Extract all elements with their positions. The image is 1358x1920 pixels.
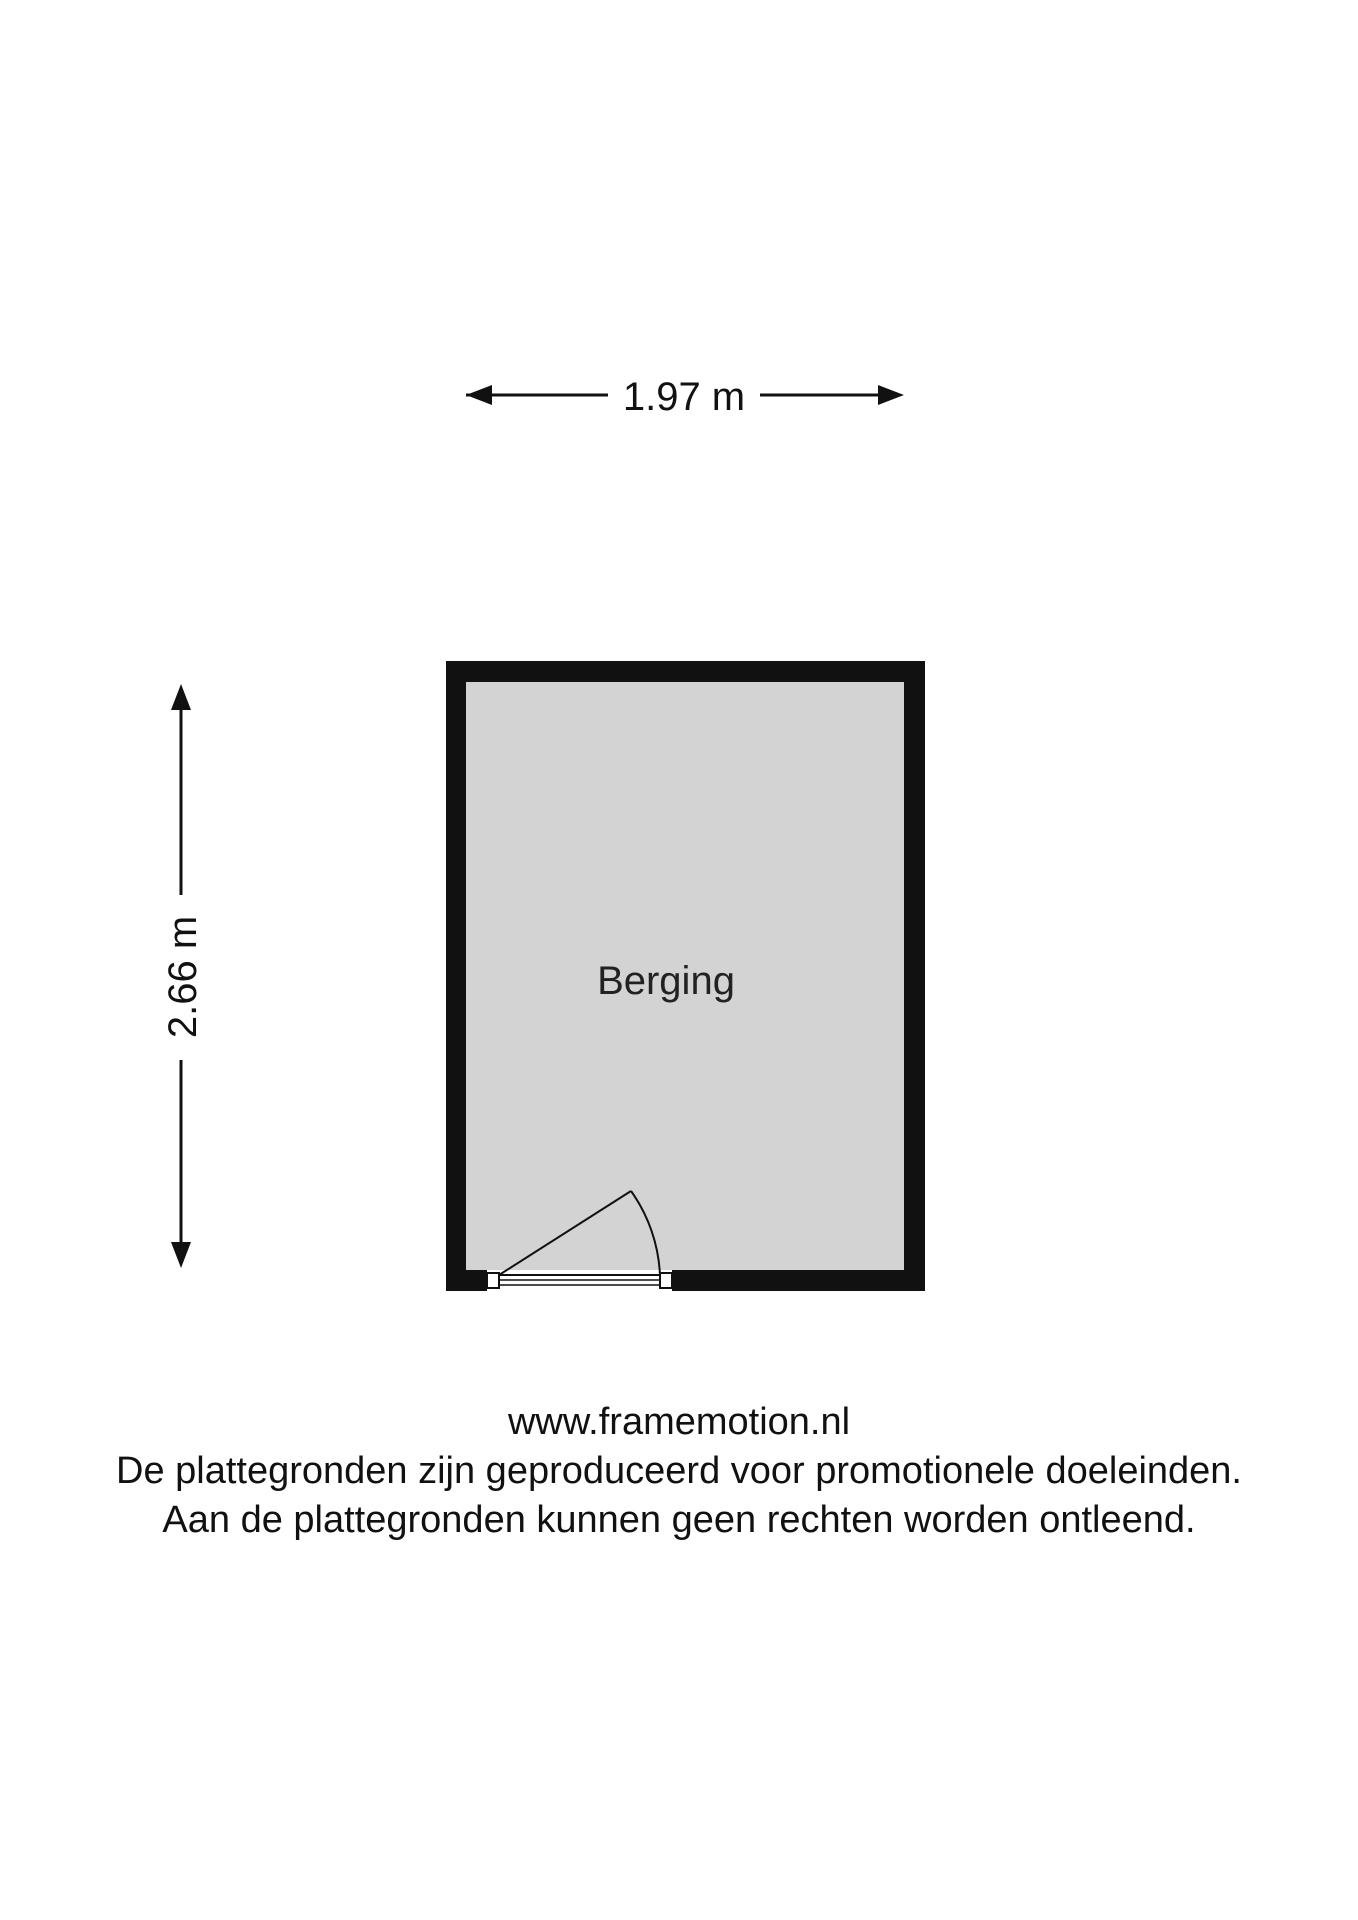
door-frame-right: [660, 1273, 672, 1288]
arrow-right-icon: [878, 385, 904, 405]
wall-bottom-left: [446, 1270, 487, 1291]
website-text: www.framemotion.nl: [507, 1401, 851, 1443]
room-label: Berging: [597, 959, 735, 1003]
height-dimension-label: 2.66 m: [161, 915, 205, 1039]
disclaimer-line-2: Aan de plattegronden kunnen geen rechten worden ontleend.: [162, 1499, 1196, 1541]
wall-top: [446, 661, 925, 682]
width-dimension-label: 1.97 m: [622, 375, 746, 419]
width-dimension: [466, 375, 904, 419]
wall-left: [446, 661, 466, 1291]
door-frame-left: [487, 1273, 499, 1288]
arrow-up-icon: [171, 684, 191, 710]
footer: [0, 1398, 1358, 1545]
wall-right: [904, 661, 925, 1291]
arrow-left-icon: [466, 385, 492, 405]
disclaimer-line-1: De plattegronden zijn geproduceerd voor promotionele doeleinden.: [116, 1450, 1242, 1492]
wall-bottom-right: [672, 1270, 925, 1291]
arrow-down-icon: [171, 1242, 191, 1268]
height-dimension: [161, 684, 205, 1268]
room-berging: [446, 661, 925, 1291]
